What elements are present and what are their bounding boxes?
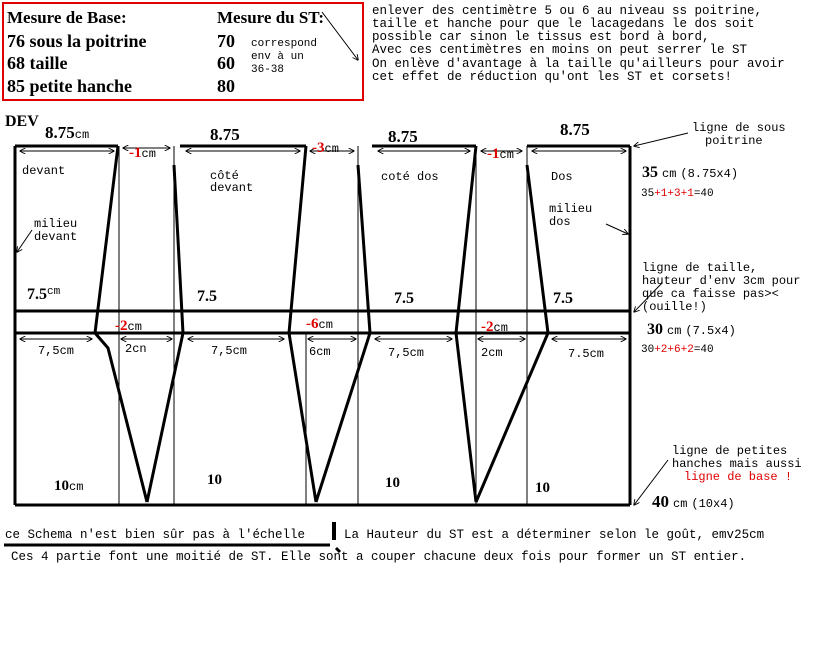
waist-reduction-3: -2cm <box>481 319 508 335</box>
note-hanche-2: hanches mais aussi <box>672 457 802 471</box>
pointer-note <box>322 12 358 60</box>
top-width-3: 8.75 <box>388 127 418 146</box>
waist-width-2: 7.5 <box>197 288 217 305</box>
panel3-right-edge <box>456 146 476 502</box>
pointer-poitrine <box>634 133 688 146</box>
waist-width-4: 7.5 <box>553 290 573 307</box>
under-width-2: 7,5cm <box>211 344 248 358</box>
base-row-2: 68 taille <box>7 53 68 73</box>
hanche-total: 40 cm (10x4) <box>652 492 735 511</box>
under-gap-2: 6cm <box>309 345 331 359</box>
top-reduction-2: -3cm <box>312 140 339 156</box>
top-width-4: 8.75 <box>560 120 590 139</box>
pointer-milieu-dos <box>606 224 628 234</box>
top-reduction-3: -1cm <box>487 146 514 162</box>
note-poitrine-2: poitrine <box>705 134 763 148</box>
waist-reduction-1: -2cm <box>115 318 142 334</box>
note-taille-4: (ouille!) <box>642 300 707 314</box>
dev-label: DEV <box>5 113 39 130</box>
scale-note: ce Schema n'est bien sûr pas à l'échelle <box>5 528 306 542</box>
taille-total: 30 cm (7.5x4) <box>647 321 736 338</box>
label-cote-devant-2: devant <box>210 181 254 195</box>
base-title: Mesure de Base: <box>7 8 127 27</box>
poitrine-sum: 35+1+3+1=40 <box>641 188 714 200</box>
waist-width-3: 7.5 <box>394 290 414 307</box>
label-devant: devant <box>22 164 66 178</box>
note-taille-2: hauteur d'env 3cm pour <box>642 274 801 288</box>
poitrine-total: 35 cm (8.75x4) <box>642 164 739 181</box>
st-row-1: 70 <box>217 31 235 51</box>
st-row-3: 80 <box>217 76 235 96</box>
intro-line-5: On enlève d'avantage à la taille qu'ailleurs pour avoir <box>372 57 785 71</box>
top-reduction-1: -1cm <box>129 145 156 161</box>
note-poitrine-1: ligne de sous <box>692 121 786 135</box>
intro-line-1: enlever des centimètre 5 ou 6 au niveau ss poitrine, <box>372 4 763 18</box>
label-cote-devant-1: côté <box>210 169 239 183</box>
under-gap-1: 2cn <box>125 342 147 356</box>
note-line-1: correspond <box>251 38 318 50</box>
label-cote-dos: coté dos <box>381 170 439 184</box>
note-hanche-3: ligne de base ! <box>684 470 793 484</box>
base-row-3: 85 petite hanche <box>7 76 132 96</box>
intro-line-3: possible car sinon le tissus est bord à bord, <box>372 30 710 44</box>
st-row-2: 60 <box>217 53 235 73</box>
note-taille-3: que ca faisse pas>< <box>642 287 779 301</box>
intro-line-4: Avec ces centimètres en moins on peut serrer le ST <box>372 43 748 57</box>
hip-width-4: 10 <box>535 480 550 496</box>
label-dos: Dos <box>551 170 573 184</box>
waist-reduction-2: -6cm <box>306 316 333 332</box>
note-taille-1: ligne de taille, <box>642 261 758 275</box>
taille-sum: 30+2+6+2=40 <box>641 344 714 356</box>
waist-width-1: $7.5^{cm}$ <box>27 286 61 303</box>
top-width-2: 8.75 <box>210 125 240 144</box>
note-line-3: 36-38 <box>251 64 285 76</box>
label-milieu-dos-2: dos <box>549 215 571 229</box>
intro-line-6: cet effet de réduction qu'ont les ST et corsets! <box>372 70 733 84</box>
hip-width-2: 10 <box>207 472 222 488</box>
bottom-note: Ces 4 partie font une moitié de ST. Elle sont a couper chacune deux fois pour former un ST entier. <box>11 550 747 564</box>
under-width-4: 7.5cm <box>568 347 605 361</box>
hip-width-3: 10 <box>385 475 400 491</box>
st-title: Mesure du ST: <box>217 8 325 27</box>
pointer-milieu-devant <box>17 230 32 252</box>
label-milieu-devant-1: milieu <box>34 217 78 231</box>
under-width-3: 7,5cm <box>388 346 425 360</box>
note-line-2: env à un <box>251 51 304 63</box>
base-row-1: 76 sous la poitrine <box>7 31 147 51</box>
intro-line-2: taille et hanche pour que le lacagedans le dos soit <box>372 17 755 31</box>
under-gap-3: 2cm <box>481 346 503 360</box>
top-width-1: 8.75cm <box>45 123 90 142</box>
hip-width-1: 10cm <box>54 478 84 494</box>
label-milieu-dos-1: milieu <box>549 202 593 216</box>
under-width-1: 7,5cm <box>38 344 75 358</box>
height-note: La Hauteur du ST est a déterminer selon le goût, emv25cm <box>344 528 765 542</box>
label-milieu-devant-2: devant <box>34 230 78 244</box>
note-hanche-1: ligne de petites <box>672 444 788 458</box>
